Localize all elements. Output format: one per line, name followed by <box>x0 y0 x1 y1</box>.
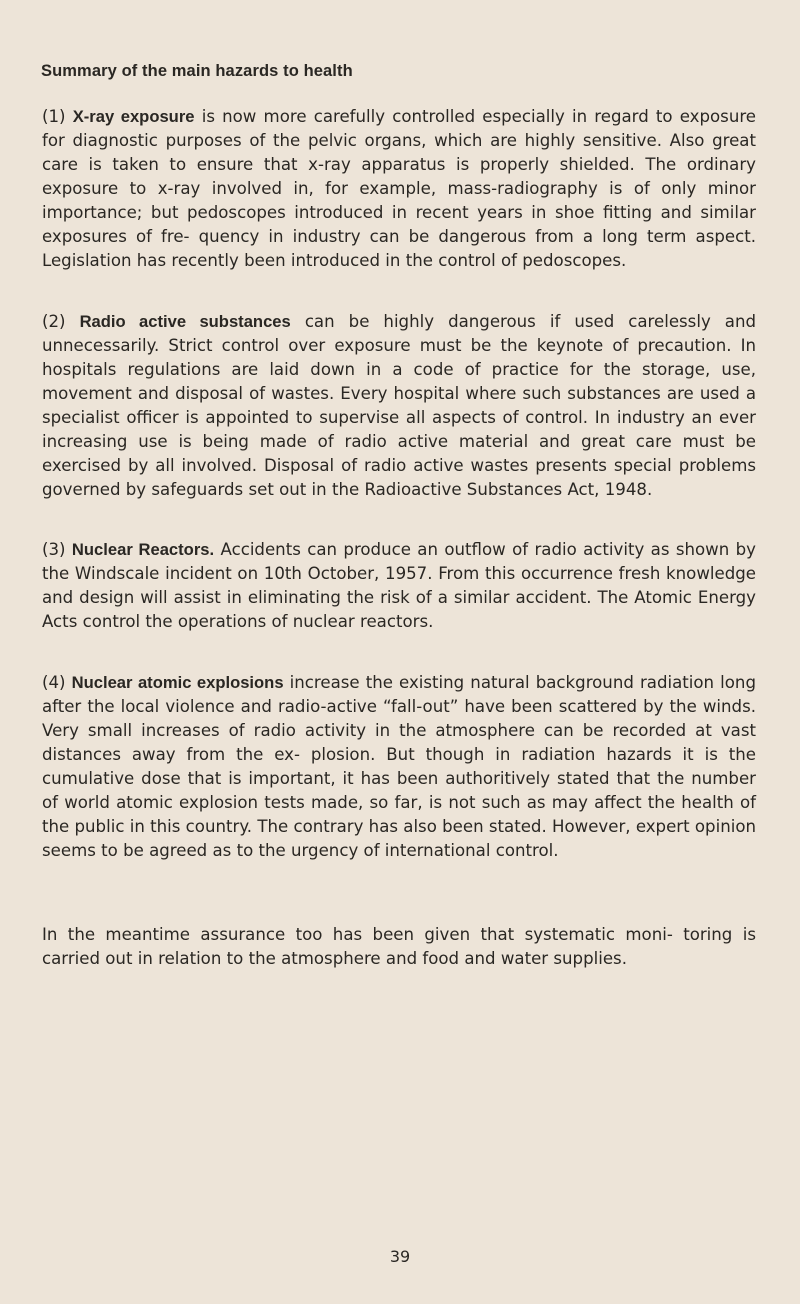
item-text: can be highly dangerous if used carelessly and unnecessarily. Strict control over exposure must be the keynote of precaution. In hospitals regulations are laid down in a code of practice for the storage, use, movement and disposal of wastes. Every hospital where such substances are used a specialist officer is appointed to supervise all aspects of control. In industry an ever increasing use is being made of radio active material and great care must be exercised by all involved. Disposal of radio active wastes presents special problems governed by safeguards set out in the Radioactive Substances Act, 1948. <box>42 312 757 499</box>
paragraph-x-ray-exposure <box>42 105 756 273</box>
paragraph-nuclear-reactors <box>42 538 756 634</box>
item-number: (3) <box>42 540 66 559</box>
item-text: increase the existing natural background radiation long after the local violence and radio-active “fall-out” have been scattered by the winds. Very small increases of radio activity in the atmosphere can be recorded at vast distances away from the ex- plosion. But though in radiation hazards it is the cumulative dose that is important, it has been authoritively stated that the number of world atomic explosion tests made, so far, is not such as may affect the health of the public in this country. The contrary has also been stated. However, expert opinion seems to be agreed as to the urgency of international control. <box>42 673 756 860</box>
item-number: (2) <box>42 312 66 331</box>
closing-paragraph: In the meantime assurance too has been given that systematic moni- toring is carried out in relation to the atmosphere and food and water supplies. <box>42 925 756 968</box>
item-text: Accidents can produce an outflow of radio activity as shown by the Windscale incident on 10th October, 1957. From this occurrence fresh knowledge and design will assist in eliminating the risk of a similar accident. The Atomic Energy Acts control the operations of nuclear reactors. <box>42 540 756 631</box>
item-term: Radio active substances <box>79 312 291 331</box>
item-term: Nuclear Reactors. <box>71 540 215 559</box>
section-heading: Summary of the main hazards to health <box>41 62 353 80</box>
item-number: (1) <box>42 107 66 126</box>
item-number: (4) <box>42 673 66 692</box>
paragraph-radio-active-substances <box>42 310 756 502</box>
item-term: Nuclear atomic explosions <box>71 673 284 692</box>
item-term: X-ray exposure <box>72 107 195 126</box>
paragraph-nuclear-atomic-explosions <box>42 671 756 863</box>
item-text: is now more carefully controlled especially in regard to exposure for diagnostic purposes of the pelvic organs, which are highly sensitive. Also great care is taken to ensure that x-ray apparatus is properly shielded. The ordinary exposure to x-ray involved in, for example, mass-radiography is of only minor importance; but pedoscopes introduced in recent years in shoe fitting and similar exposures of fre- quency in industry can be dangerous from a long term aspect. Legislation has recently been introduced in the control of pedoscopes. <box>42 107 757 270</box>
page-number: 39 <box>389 1247 411 1266</box>
